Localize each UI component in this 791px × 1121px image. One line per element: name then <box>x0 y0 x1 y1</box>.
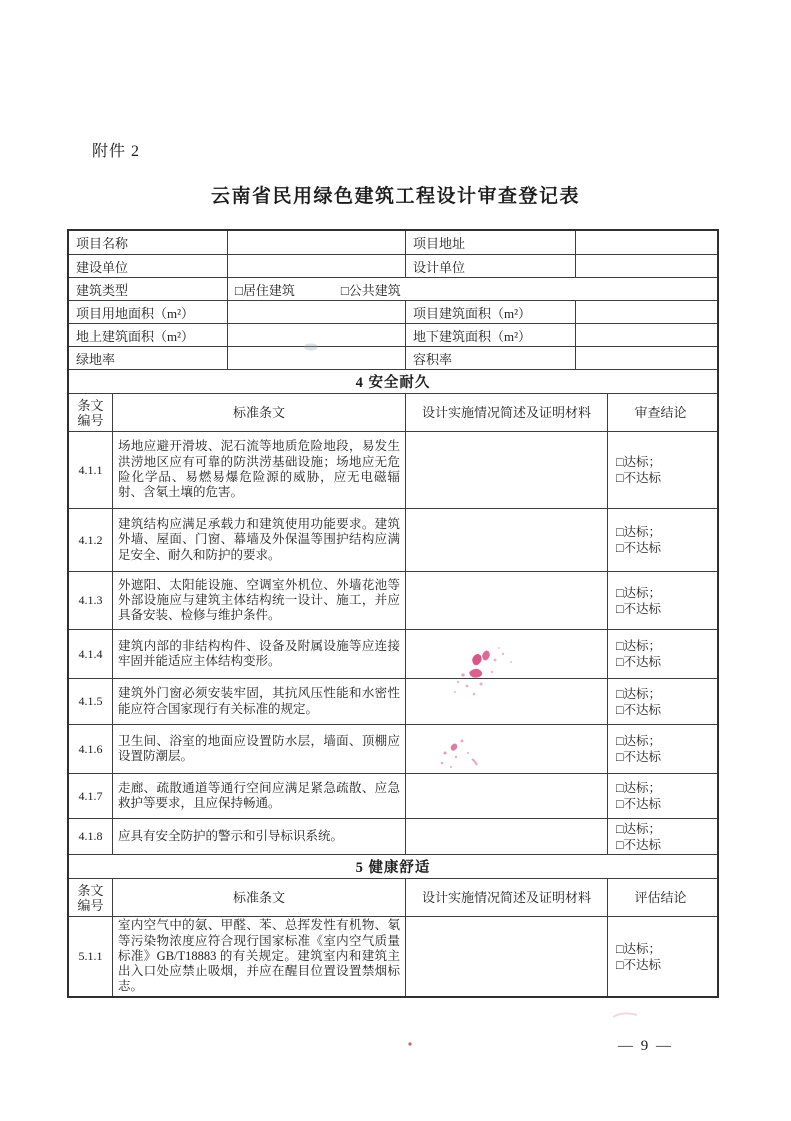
checkbox-fail: □不达标 <box>616 797 662 811</box>
clause-text <box>113 725 406 773</box>
implementation-cell <box>406 572 608 629</box>
field-green-ratio <box>228 347 406 369</box>
page-number: — 9 — <box>618 1038 673 1054</box>
label-below-ground-area: 地下建筑面积（m²） <box>406 324 576 346</box>
clause-text <box>113 572 406 629</box>
label-plot-ratio: 容积率 <box>406 347 576 369</box>
checkbox-pass: □达标； <box>616 455 662 469</box>
checkbox-fail: □不达标 <box>616 601 662 616</box>
label-above-ground-area: 地上建筑面积（m²） <box>69 324 228 346</box>
info-row-building-type <box>69 277 717 300</box>
implementation-cell <box>406 630 608 678</box>
col-header-implementation: 设计实施情况简述及证明材料 <box>406 879 608 916</box>
faint-ink-mark-3 <box>610 1008 640 1022</box>
checkbox-pass: □达标； <box>616 686 662 701</box>
result-cell <box>608 774 717 818</box>
clause-text <box>113 509 406 571</box>
clause-text-content: 应具有安全防护的警示和引导标识系统。 <box>118 828 344 843</box>
label-construction-unit: 建设单位 <box>69 255 228 277</box>
clause-text-content: 走廊、疏散通道等通行空间应满足紧急疏散、应急救护等要求，且应保持畅通。 <box>118 780 400 810</box>
label-project-address: 项目地址 <box>406 231 576 254</box>
implementation-cell <box>406 432 608 508</box>
registration-form-table <box>67 229 719 998</box>
field-plot-ratio <box>576 347 717 369</box>
col-header-clause-no: 条文编号 <box>69 879 113 916</box>
clause-no: 4.1.3 <box>69 572 113 629</box>
field-below-ground-area <box>576 324 717 346</box>
checkbox-residential: □居住建筑 <box>235 282 295 298</box>
clause-text-content: 建筑内部的非结构构件、设备及附属设施等应连接牢固并能适应主体结构变形。 <box>118 638 400 668</box>
page-title: 云南省民用绿色建筑工程设计审查登记表 <box>210 186 580 207</box>
implementation-cell <box>406 819 608 854</box>
clause-row-4-1-8 <box>69 818 717 854</box>
checkbox-fail: □不达标 <box>616 957 662 972</box>
field-project-name <box>228 231 406 254</box>
result-cell <box>608 679 717 724</box>
info-row-land-area <box>69 300 717 323</box>
clause-text <box>113 819 406 854</box>
result-cell <box>608 509 717 571</box>
clause-text-content: 外遮阳、太阳能设施、空调室外机位、外墙花池等外部设施应与建筑主体结构统一设计、施工，并应具备安装、检修与维护条件。 <box>118 577 400 623</box>
clause-row-4-1-4 <box>69 629 717 678</box>
clause-row-4-1-5 <box>69 678 717 724</box>
checkbox-fail: □不达标 <box>616 837 662 852</box>
clause-row-4-1-7 <box>69 773 717 818</box>
clause-text-content: 场地应避开滑坡、泥石流等地质危险地段，易发生洪涝地区应有可靠的防洪涝基础设施；场地应无危险化学品、易燃易爆危险源的威胁，应无电磁辐射、含氡土壤的危害。 <box>118 439 400 500</box>
clause-no: 4.1.7 <box>69 774 113 818</box>
implementation-cell <box>406 509 608 571</box>
clause-text-content: 室内空气中的氨、甲醛、苯、总挥发性有机物、氡等污染物浓度应符合现行国家标准《室内空气质量标准》GB/T18883 的有关规定。建筑室内和建筑主出入口处应禁止吸烟，并应在醒目位置设置禁烟标志。 <box>118 918 400 994</box>
clause-text <box>113 774 406 818</box>
checkbox-public: □公共建筑 <box>340 282 401 298</box>
clause-text-content: 建筑外门窗必须安装牢固，其抗风压性能和水密性能应符合国家现行有关标准的规定。 <box>118 686 400 716</box>
clause-row-4-1-3 <box>69 571 717 629</box>
label-design-unit: 设计单位 <box>406 255 576 277</box>
section-4-header: 4 安全耐久 <box>69 369 717 393</box>
result-cell <box>608 432 717 508</box>
field-land-area <box>228 301 406 323</box>
checkbox-pass: □达标； <box>616 821 662 836</box>
col-header-clause: 标准条文 <box>113 394 406 431</box>
checkbox-fail: □不达标 <box>616 655 662 669</box>
attachment-label: 附件 2 <box>92 143 141 160</box>
clause-row-4-1-2 <box>69 508 717 571</box>
checkbox-pass: □达标； <box>616 639 662 653</box>
checkbox-fail: □不达标 <box>616 471 662 485</box>
checkbox-pass: □达标； <box>616 525 662 539</box>
clause-text <box>113 630 406 678</box>
field-design-unit <box>576 255 717 277</box>
section-4-column-headers <box>69 393 717 431</box>
clause-text <box>113 917 406 996</box>
clause-no: 4.1.2 <box>69 509 113 571</box>
result-cell <box>608 917 717 996</box>
result-cell <box>608 572 717 629</box>
label-green-ratio: 绿地率 <box>69 347 228 369</box>
clause-no: 5.1.1 <box>69 917 113 996</box>
clause-text <box>113 679 406 724</box>
clause-row-5-1-1 <box>69 916 717 996</box>
checkbox-pass: □达标； <box>616 781 662 795</box>
implementation-cell <box>406 725 608 773</box>
section-5-header: 5 健康舒适 <box>69 854 717 878</box>
col-header-implementation: 设计实施情况简述及证明材料 <box>406 394 608 431</box>
label-building-area: 项目建筑面积（m²） <box>406 301 576 323</box>
field-building-area <box>576 301 717 323</box>
col-header-clause-no: 条文编号 <box>69 394 113 431</box>
implementation-cell <box>406 917 608 996</box>
clause-row-4-1-6 <box>69 724 717 773</box>
field-project-address <box>576 231 717 254</box>
col-header-review-result: 审查结论 <box>634 405 687 420</box>
clause-text-content: 卫生间、浴室的地面应设置防水层，墙面、顶棚应设置防潮层。 <box>118 733 400 763</box>
checkbox-fail: □不达标 <box>616 702 662 717</box>
field-construction-unit <box>228 255 406 277</box>
clause-no: 4.1.4 <box>69 630 113 678</box>
implementation-cell <box>406 679 608 724</box>
implementation-cell <box>406 774 608 818</box>
label-project-name: 项目名称 <box>69 231 228 254</box>
clause-no: 4.1.1 <box>69 432 113 508</box>
clause-text <box>113 432 406 508</box>
field-above-ground-area <box>228 324 406 346</box>
label-land-area: 项目用地面积（m²） <box>69 301 228 323</box>
clause-no: 4.1.8 <box>69 819 113 854</box>
checkbox-pass: □达标； <box>616 734 662 748</box>
col-header-evaluation-result: 评估结论 <box>634 890 687 905</box>
checkbox-fail: □不达标 <box>616 750 662 764</box>
info-row-ratios <box>69 346 717 369</box>
label-building-type: 建筑类型 <box>69 278 228 300</box>
info-row-above-below-area <box>69 323 717 346</box>
result-cell <box>608 725 717 773</box>
section-5-column-headers <box>69 878 717 916</box>
checkbox-fail: □不达标 <box>616 541 662 555</box>
clause-no: 4.1.5 <box>69 679 113 724</box>
info-row-units <box>69 254 717 277</box>
result-cell <box>608 630 717 678</box>
clause-text-content: 建筑结构应满足承载力和建筑使用功能要求。建筑外墙、屋面、门窗、幕墙及外保温等围护结构应满足安全、耐久和防护的要求。 <box>118 517 400 562</box>
field-building-type <box>228 278 717 300</box>
info-row-project-name <box>69 231 717 254</box>
checkbox-pass: □达标； <box>616 585 662 600</box>
clause-no: 4.1.6 <box>69 725 113 773</box>
col-header-clause: 标准条文 <box>113 879 406 916</box>
result-cell <box>608 819 717 854</box>
checkbox-pass: □达标； <box>616 941 662 956</box>
clause-row-4-1-1 <box>69 431 717 508</box>
